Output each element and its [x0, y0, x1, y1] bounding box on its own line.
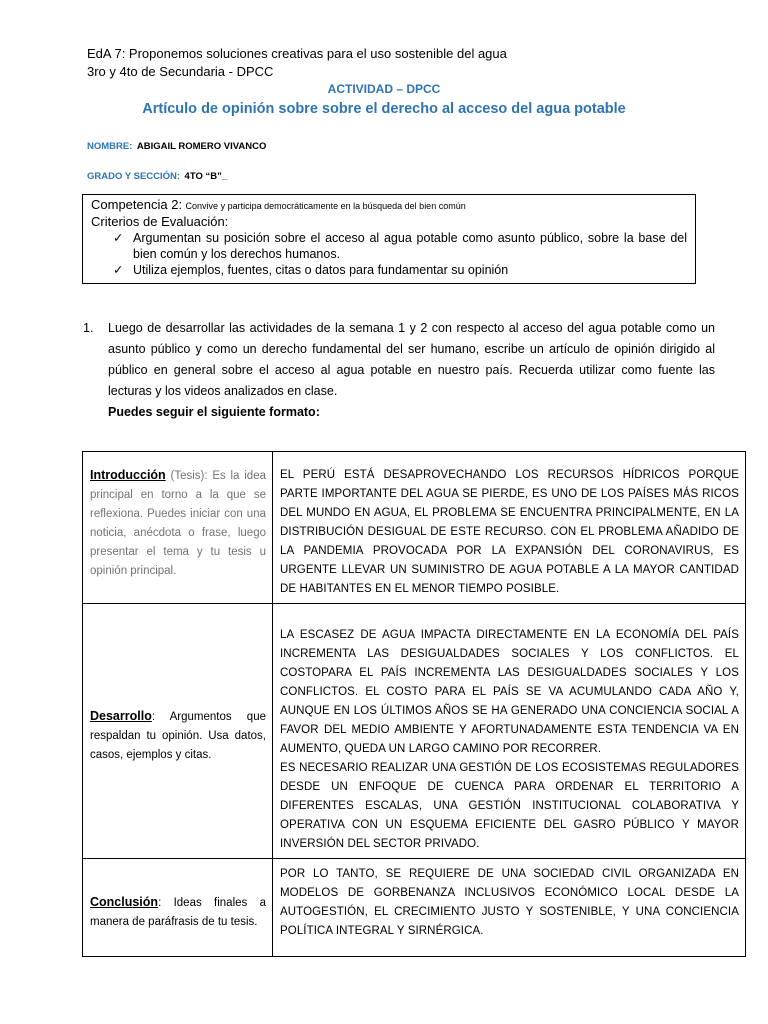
article-title: Artículo de opinión sobre sobre el derecho al acceso del agua potable: [142, 101, 626, 117]
eda-title: EdA 7: Proponemos soluciones creativas para el uso sostenible del agua: [87, 46, 507, 61]
criteria-item: [113, 262, 687, 278]
intro-desc: Es la idea principal en torno a la que se reflexiona. Puedes iniciar con una noticia, anécdota o frase, luego presentar el tema y tu tesis u opinión principal.: [90, 470, 266, 577]
instruction-text: Luego de desarrollar las actividades de la semana 1 y 2 con respecto al acceso del agua potable como un asunto público y como un derecho fundamental del ser humano, escribe un artículo de opinión dirigido al público en general sobre el acceso al agua potable en nuestro país. Recuerda utilizar como fuente las lecturas y los videos analizados en clase.: [108, 321, 715, 398]
grade-field: [87, 166, 227, 184]
criteria-list: [91, 230, 687, 278]
desarrollo-title: Desarrollo: [90, 709, 152, 723]
competencia-line: [91, 197, 687, 214]
intro-tesis: (Tesis):: [170, 470, 208, 482]
grade-value: 4TO “B”_: [184, 171, 228, 182]
instruction-number: 1.: [83, 321, 94, 335]
conclusion-cell: [83, 859, 273, 957]
criteria-title: Criterios de Evaluación:: [91, 214, 229, 229]
grade-label: GRADO Y SECCIÓN:: [87, 171, 181, 182]
criteria-text: Argumentan su posición sobre el acceso al agua potable como asunto público, sobre la base del bien común y los derechos humanos.: [133, 231, 687, 261]
competencia-box: [82, 194, 696, 284]
conclusion-desc: : Ideas finales a manera de paráfrasis de tu tesis.: [90, 897, 266, 928]
instruction-block: [83, 318, 715, 423]
checkmark-icon: ✓: [113, 231, 124, 245]
name-value: ABIGAIL ROMERO VIVANCO: [136, 141, 267, 152]
format-note: Puedes seguir el siguiente formato:: [108, 405, 320, 419]
grade-level: 3ro y 4to de Secundaria - DPCC: [87, 64, 274, 79]
intro-content: EL PERÚ ESTÁ DESAPROVECHANDO LOS RECURSOS HÍDRICOS PORQUE PARTE IMPORTANTE DEL AGUA SE PIERDE, ES UNO DE LOS PAÍSES MÁS RICOS DEL MUNDO EN AGUA, EL PROBLEMA SE ENCUENTRA PRINCIPALMENTE, EN LA DISTRIBUCIÓN DESIGUAL DE ESTE RECURSO. CON EL PROBLEMA AÑADIDO DE LA PANDEMIA PROVOCADA POR LA EXPANSIÓN DEL CORONAVIRUS, ES URGENTE LLEVAR UN SUMINISTRO DE AGUA POTABLE A LA MAYOR CANTIDAD DE HABITANTES EN EL MENOR TIEMPO POSIBLE.: [273, 452, 746, 604]
competencia-label: Competencia 2:: [91, 197, 183, 212]
conclusion-content: POR LO TANTO, SE REQUIERE DE UNA SOCIEDAD CIVIL ORGANIZADA EN MODELOS DE GORBENANZA INCLUSIVOS ECONÓMICO LOCAL DESDE LA AUTOGESTIÓN, EL CRECIMIENTO JUSTO Y SOSTENIBLE, Y UNA CONCIENCIA POLÍTICA INTEGRAL Y SIRNÉRGICA.: [273, 859, 746, 957]
desarrollo-paragraph-2: ES NECESARIO REALIZAR UNA GESTIÓN DE LOS ECOSISTEMAS REGULADORES DESDE UN ENFOQUE DE CUENCA PARA ORDENAR EL TERRITORIO A DIFERENTES ESCALAS, UNA GESTIÓN INSTITUCIONAL COLABORATIVA Y OPERATIVA CON UN ESQUEMA EFICIENTE DEL GASRO PÚBLICO Y MAYOR INVERSIÓN DEL SECTOR PRIVADO.: [280, 762, 739, 850]
desarrollo-content: [273, 604, 746, 859]
competencia-text: Convive y participa democráticamente en la búsqueda del bien común: [185, 201, 466, 211]
desarrollo-paragraph-1: LA ESCASEZ DE AGUA IMPACTA DIRECTAMENTE EN LA ECONOMÍA DEL PAÍS INCREMENTA LAS DESIGUALDADES SOCIALES Y LOS CONFLICTOS. EL COSTOPARA EL PAÍS INCREMENTA LAS DESIGUALDADES SOCIALES Y LOS CONFLICTOS. EL COSTO PARA EL PAÍS SE VA ACUMULANDO CADA AÑO Y, AUNQUE EN LOS ÚLTIMOS AÑOS SE HA GENERADO UNA CONCIENCIA SOCIAL A FAVOR DEL MEDIO AMBIENTE Y AFORTUNADAMENTE ESTA TENDENCIA VA EN AUMENTO, QUEDA UN LARGO CAMINO POR RECORRER.: [280, 629, 739, 755]
conclusion-title: Conclusión: [90, 895, 159, 909]
table-row: [83, 452, 746, 604]
desarrollo-cell: [83, 604, 273, 859]
activity-heading: ACTIVIDAD – DPCC: [327, 82, 441, 96]
desarrollo-desc: : Argumentos que respaldan tu opinión. Usa datos, casos, ejemplos y citas.: [90, 711, 266, 761]
table-row: [83, 604, 746, 859]
checkmark-icon: ✓: [113, 263, 124, 277]
criteria-item: [113, 230, 687, 262]
name-label: NOMBRE:: [87, 141, 133, 152]
criteria-text: Utiliza ejemplos, fuentes, citas o datos para fundamentar su opinión: [133, 263, 509, 277]
table-row: [83, 859, 746, 957]
article-table: [82, 451, 746, 957]
intro-title: Introducción: [90, 468, 166, 482]
intro-cell: [83, 452, 273, 604]
name-field: [87, 136, 266, 154]
